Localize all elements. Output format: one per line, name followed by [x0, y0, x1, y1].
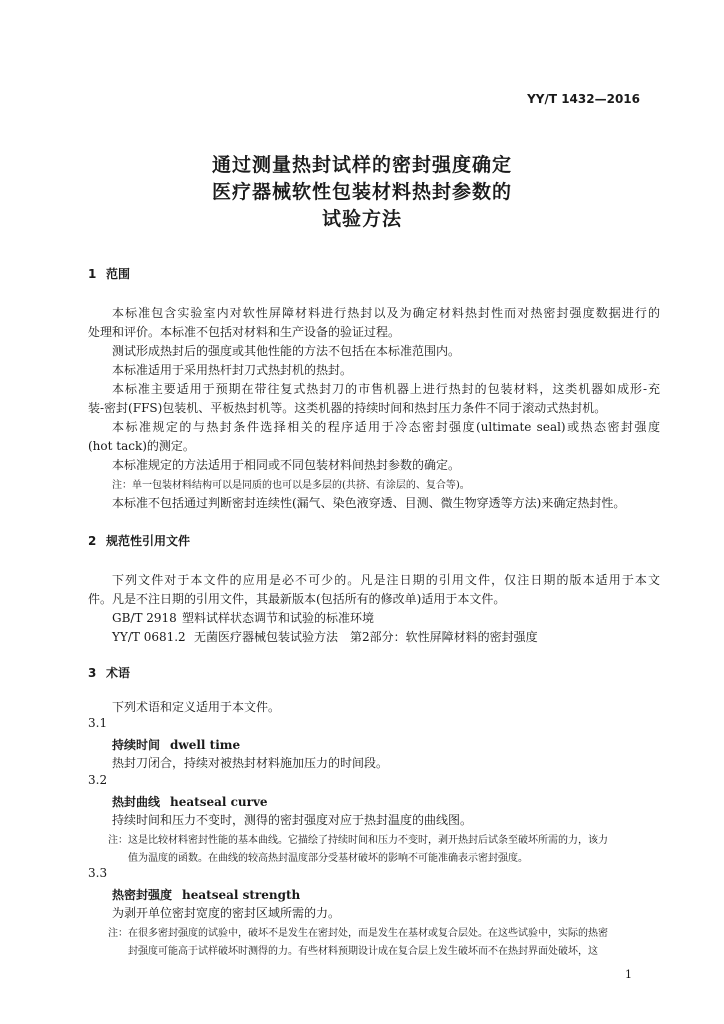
paragraph: 处理和评价。本标准不包括对材料和生产设备的验证过程。 — [88, 325, 401, 339]
reference-code: GB/T 2918 — [112, 611, 177, 625]
note: 值为温度的函数。在曲线的较高热封温度部分受基材破坏的影响不可能准确表示密封强度。 — [128, 853, 528, 864]
note: 注：单一包装材料结构可以是同质的也可以是多层的(共挤、有涂层的、复合等)。 — [112, 480, 470, 491]
term-chinese: 热密封强度 — [112, 888, 173, 902]
paragraph: 本标准包含实验室内对软性屏障材料进行热封以及为确定材料热封性而对热密封强度数据进行的 — [112, 306, 660, 320]
term-number: 3.1 — [88, 716, 108, 730]
document-title-line2: 医疗器械软性包装材料热封参数的 — [211, 181, 512, 203]
paragraph: 件。凡是不注日期的引用文件，其最新版本(包括所有的修改单)适用于本文件。 — [88, 592, 506, 606]
term-chinese: 热封曲线 — [112, 795, 161, 809]
term-english: heatseal strength — [182, 888, 301, 902]
term-definition: 为剥开单位密封宽度的密封区域所需的力。 — [112, 906, 341, 920]
paragraph: 本标准规定的方法适用于相同或不同包装材料间热封参数的确定。 — [112, 458, 461, 472]
term-heading — [112, 736, 240, 753]
paragraph: 装-密封(FFS)包装机、平板热封机等。这类机器的持续时间和热封压力条件不同于滚动式热封机。 — [88, 401, 607, 415]
paragraph: 本标准适用于采用热杆封刀式热封机的热封。 — [112, 363, 353, 377]
paragraph: 本标准主要适用于预期在带往复式热封刀的市售机器上进行热封的包装材料，这类机器如成形-充 — [112, 382, 660, 396]
standard-number: YY/T 1432—2016 — [527, 92, 640, 106]
page-number: 1 — [625, 968, 632, 981]
note: 封强度可能高于试样破坏时测得的力。有些材料预期设计成在复合层上发生破坏而不在热封界面处破坏，这 — [128, 946, 598, 957]
reference-item — [112, 628, 538, 645]
section-2-heading — [88, 532, 190, 549]
section-number: 3 — [88, 666, 97, 680]
term-definition: 热封刀闭合，持续对被热封材料施加压力的时间段。 — [112, 756, 389, 770]
term-chinese: 持续时间 — [112, 738, 161, 752]
section-title: 术语 — [106, 666, 131, 680]
document-title-line1: 通过测量热封试样的密封强度确定 — [211, 154, 512, 176]
paragraph: 下列文件对于本文件的应用是必不可少的。凡是注日期的引用文件，仅注日期的版本适用于本文 — [112, 573, 660, 587]
section-title: 范围 — [106, 267, 131, 281]
reference-item — [112, 609, 374, 626]
paragraph: 下列术语和定义适用于本文件。 — [112, 700, 281, 714]
term-english: dwell time — [170, 738, 241, 752]
reference-title: 塑料试样状态调节和试验的标准环境 — [182, 611, 375, 625]
term-number: 3.3 — [88, 866, 108, 880]
term-english: heatseal curve — [170, 795, 268, 809]
term-heading — [112, 886, 300, 903]
reference-title: 无菌医疗器械包装试验方法 第2部分：软性屏障材料的密封强度 — [194, 630, 538, 644]
section-title: 规范性引用文件 — [106, 534, 191, 548]
section-number: 2 — [88, 534, 97, 548]
paragraph: (hot tack)的测定。 — [88, 439, 195, 453]
section-3-heading — [88, 664, 130, 681]
paragraph: 本标准不包括通过判断密封连续性(漏气、染色液穿透、目测、微生物穿透等方法)来确定热封性。 — [112, 496, 626, 510]
term-heading — [112, 793, 268, 810]
reference-code: YY/T 0681.2 — [112, 630, 186, 644]
note: 注：在很多密封强度的试验中，破坏不是发生在密封处，而是发生在基材或复合层处。在这些试验中，实际的热密 — [108, 928, 608, 939]
note: 注：这是比较材料密封性能的基本曲线。它描绘了持续时间和压力不变时，剥开热封后试条至破坏所需的力，该力 — [108, 835, 608, 846]
term-definition: 持续时间和压力不变时，测得的密封强度对应于热封温度的曲线图。 — [112, 813, 473, 827]
section-number: 1 — [88, 267, 97, 281]
term-number: 3.2 — [88, 773, 108, 787]
paragraph: 本标准规定的与热封条件选择相关的程序适用于冷态密封强度(ultimate seal)或热态密封强度 — [112, 420, 660, 434]
document-title-line3: 试验方法 — [321, 208, 402, 230]
section-1-heading — [88, 265, 130, 282]
paragraph: 测试形成热封后的强度或其他性能的方法不包括在本标准范围内。 — [112, 344, 461, 358]
